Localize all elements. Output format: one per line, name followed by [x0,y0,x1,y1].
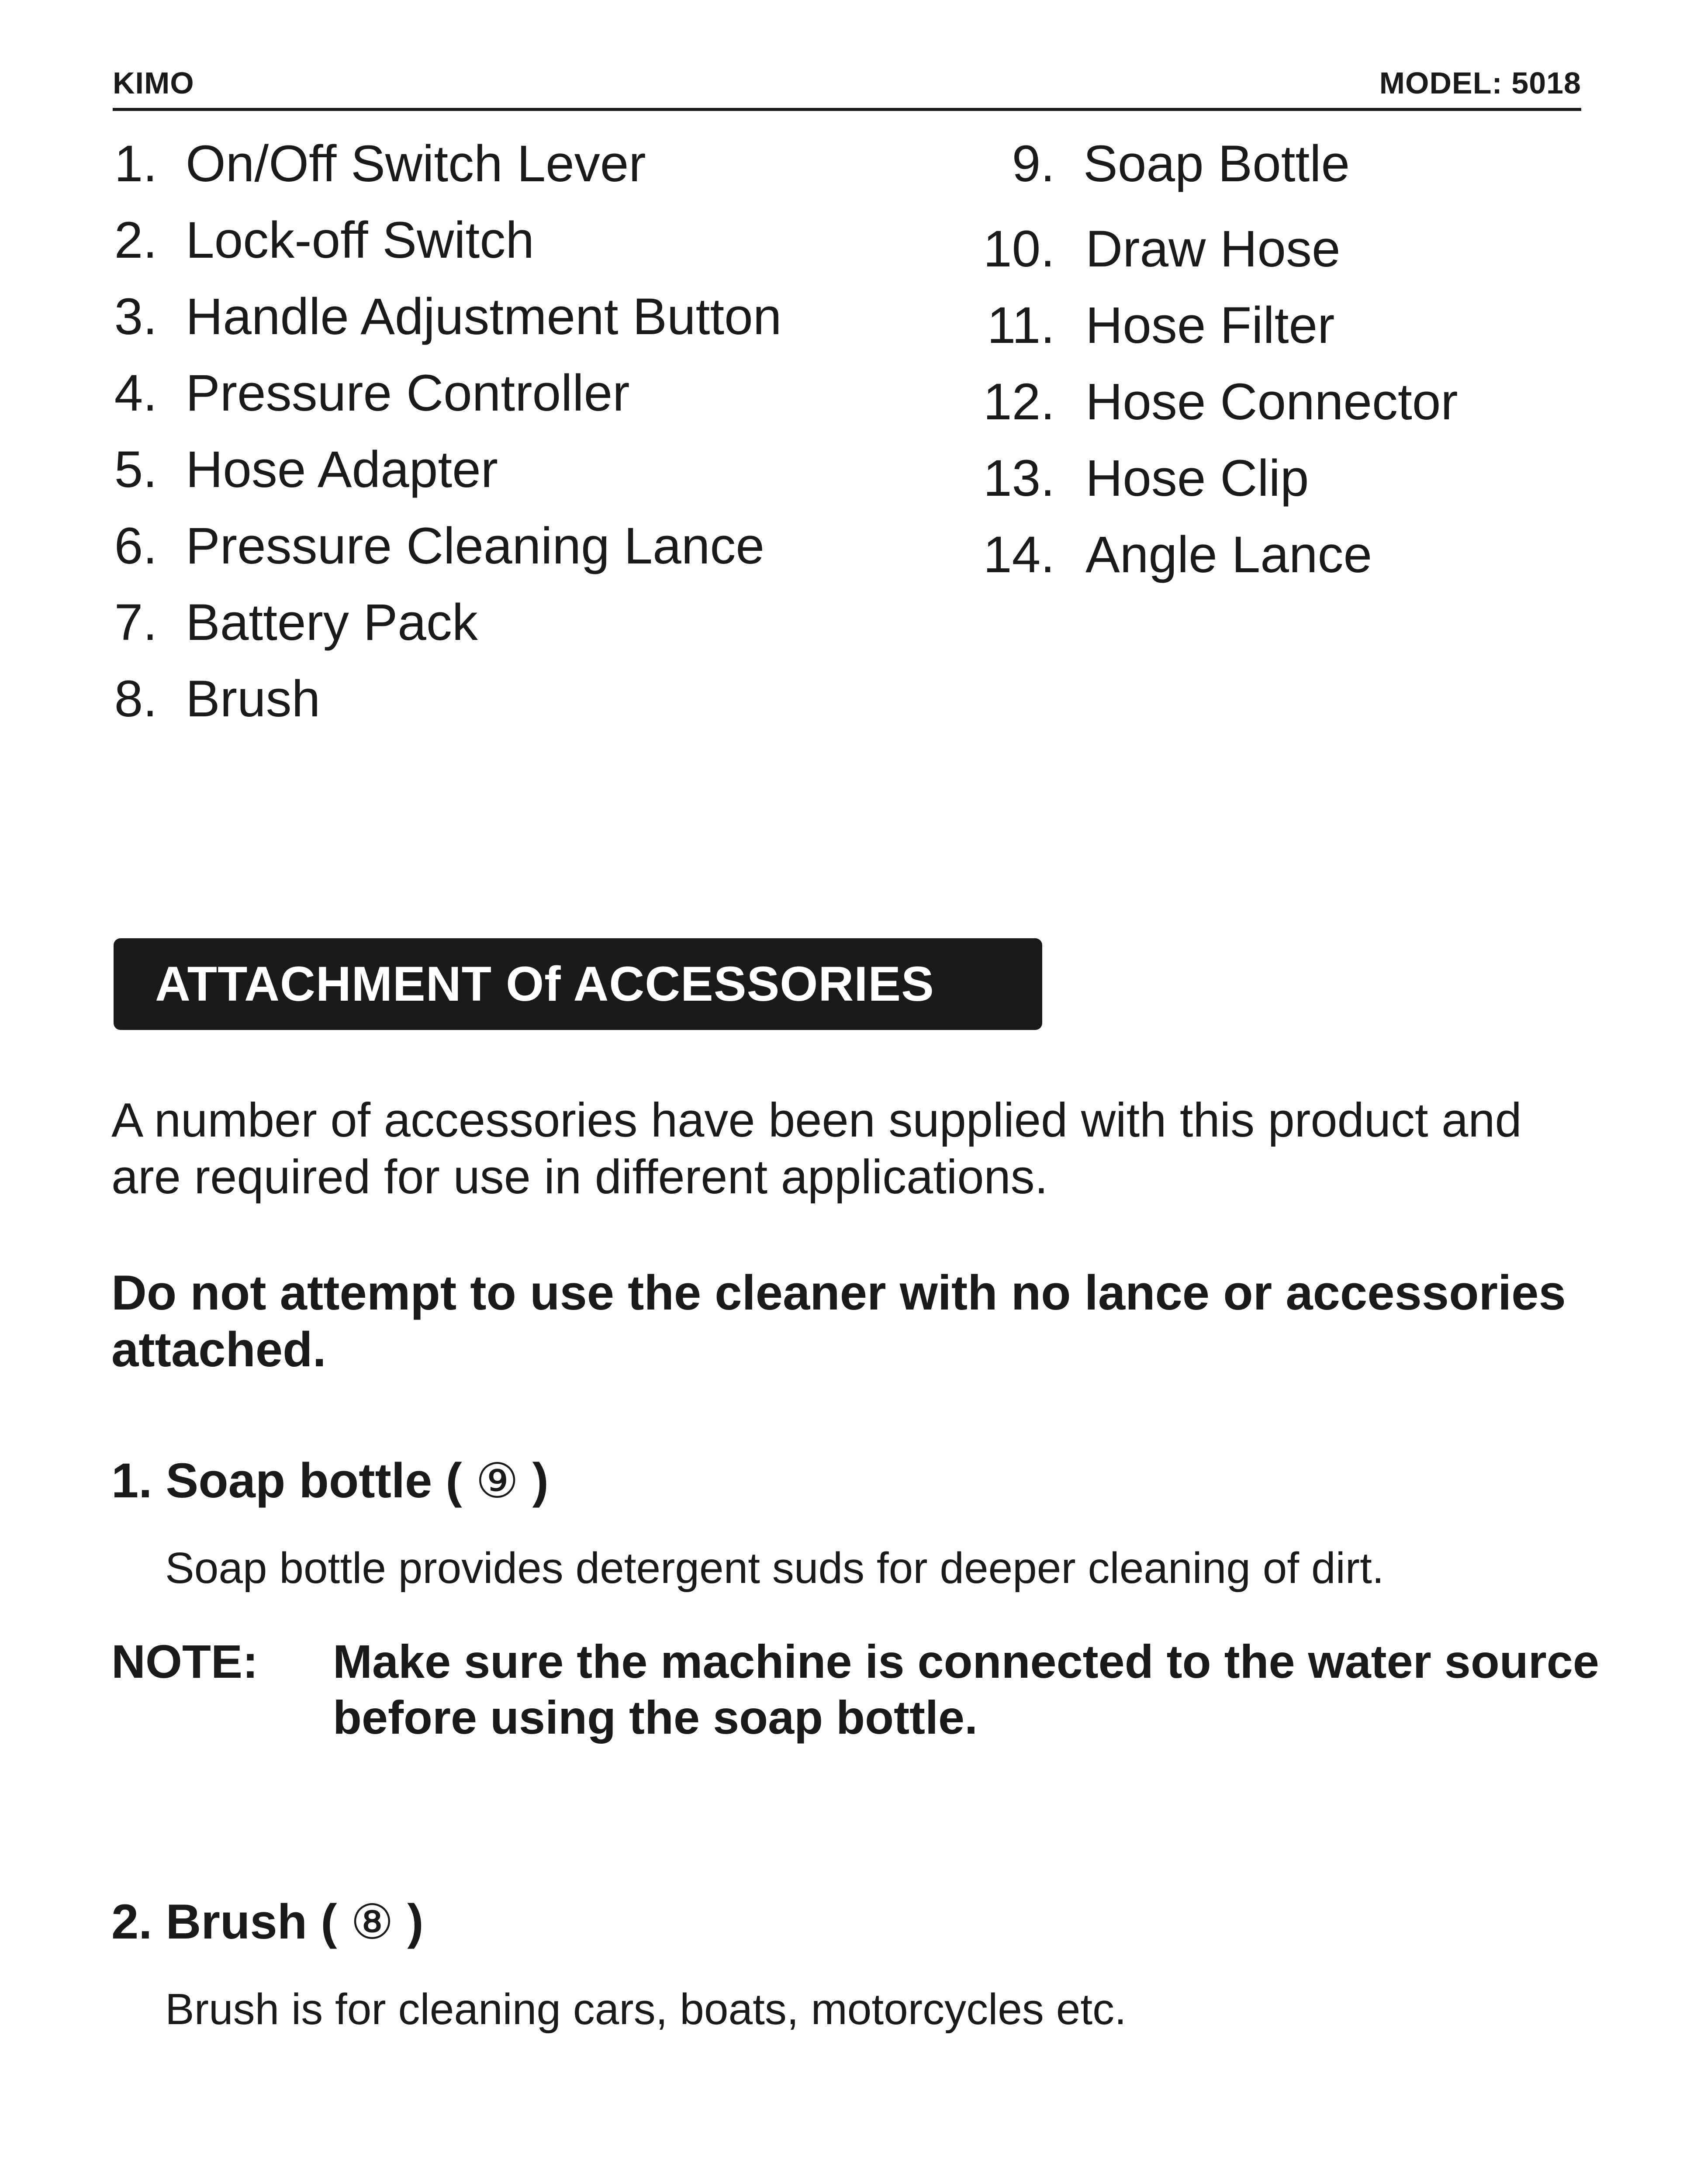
part-number: 12. [983,373,1055,431]
part-label: Lock-off Switch [186,211,534,269]
part-label: Hose Filter [1085,297,1335,354]
section-banner [114,938,1042,1030]
part-label: Angle Lance [1085,526,1372,584]
part-number: 1. [114,135,157,193]
note-label: NOTE: [111,1635,258,1688]
accessory-description-soap-bottle: Soap bottle provides detergent suds for deeper cleaning of dirt. [165,1544,1384,1593]
part-label: Handle Adjustment Button [186,288,782,346]
part-label: Hose Adapter [186,441,498,498]
part-label: On/Off Switch Lever [186,135,646,193]
warning-paragraph: Do not attempt to use the cleaner with no lance or accessories attached. [111,1265,1566,1377]
circled-number-9-icon: ⑨ [475,1453,519,1509]
accessory-heading-soap-bottle [111,1452,549,1509]
circled-number-8-icon: ⑧ [350,1894,394,1950]
header-divider [113,108,1581,111]
part-number: 10. [983,220,1055,278]
part-label: Pressure Cleaning Lance [186,517,765,575]
accessory-heading-close: ) [532,1453,549,1508]
part-number: 9. [1012,135,1055,193]
part-number: 7. [114,594,157,651]
accessory-description-brush: Brush is for cleaning cars, boats, motorcycles etc. [165,1985,1127,2034]
part-label: Hose Connector [1085,373,1458,431]
part-number: 13. [983,449,1055,507]
note-text: Make sure the machine is connected to the water source before using the soap bottle. [333,1635,1599,1744]
part-number: 2. [114,211,157,269]
part-label: Soap Bottle [1083,135,1350,193]
part-number: 6. [114,517,157,575]
section-title: ATTACHMENT Of ACCESSORIES [155,957,934,1011]
accessory-heading-text: 1. Soap bottle ( [111,1453,462,1508]
intro-paragraph: A number of accessories have been supplied with this product and are required for use in different applications. [111,1093,1522,1204]
part-label: Draw Hose [1085,220,1341,278]
accessory-heading-text: 2. Brush ( [111,1894,337,1949]
accessory-heading-close: ) [407,1894,424,1949]
part-number: 3. [114,288,157,346]
part-number: 14. [983,526,1055,584]
accessory-heading-brush [111,1894,424,1950]
part-label: Hose Clip [1085,449,1309,507]
model-number: MODEL: 5018 [1379,66,1581,100]
part-number: 8. [114,670,157,728]
part-number: 4. [114,364,157,422]
part-label: Brush [186,670,321,728]
part-number: 5. [114,441,157,498]
brand-name: KIMO [113,66,194,100]
part-label: Battery Pack [186,594,478,651]
part-number: 11. [987,297,1055,354]
part-label: Pressure Controller [186,364,630,422]
